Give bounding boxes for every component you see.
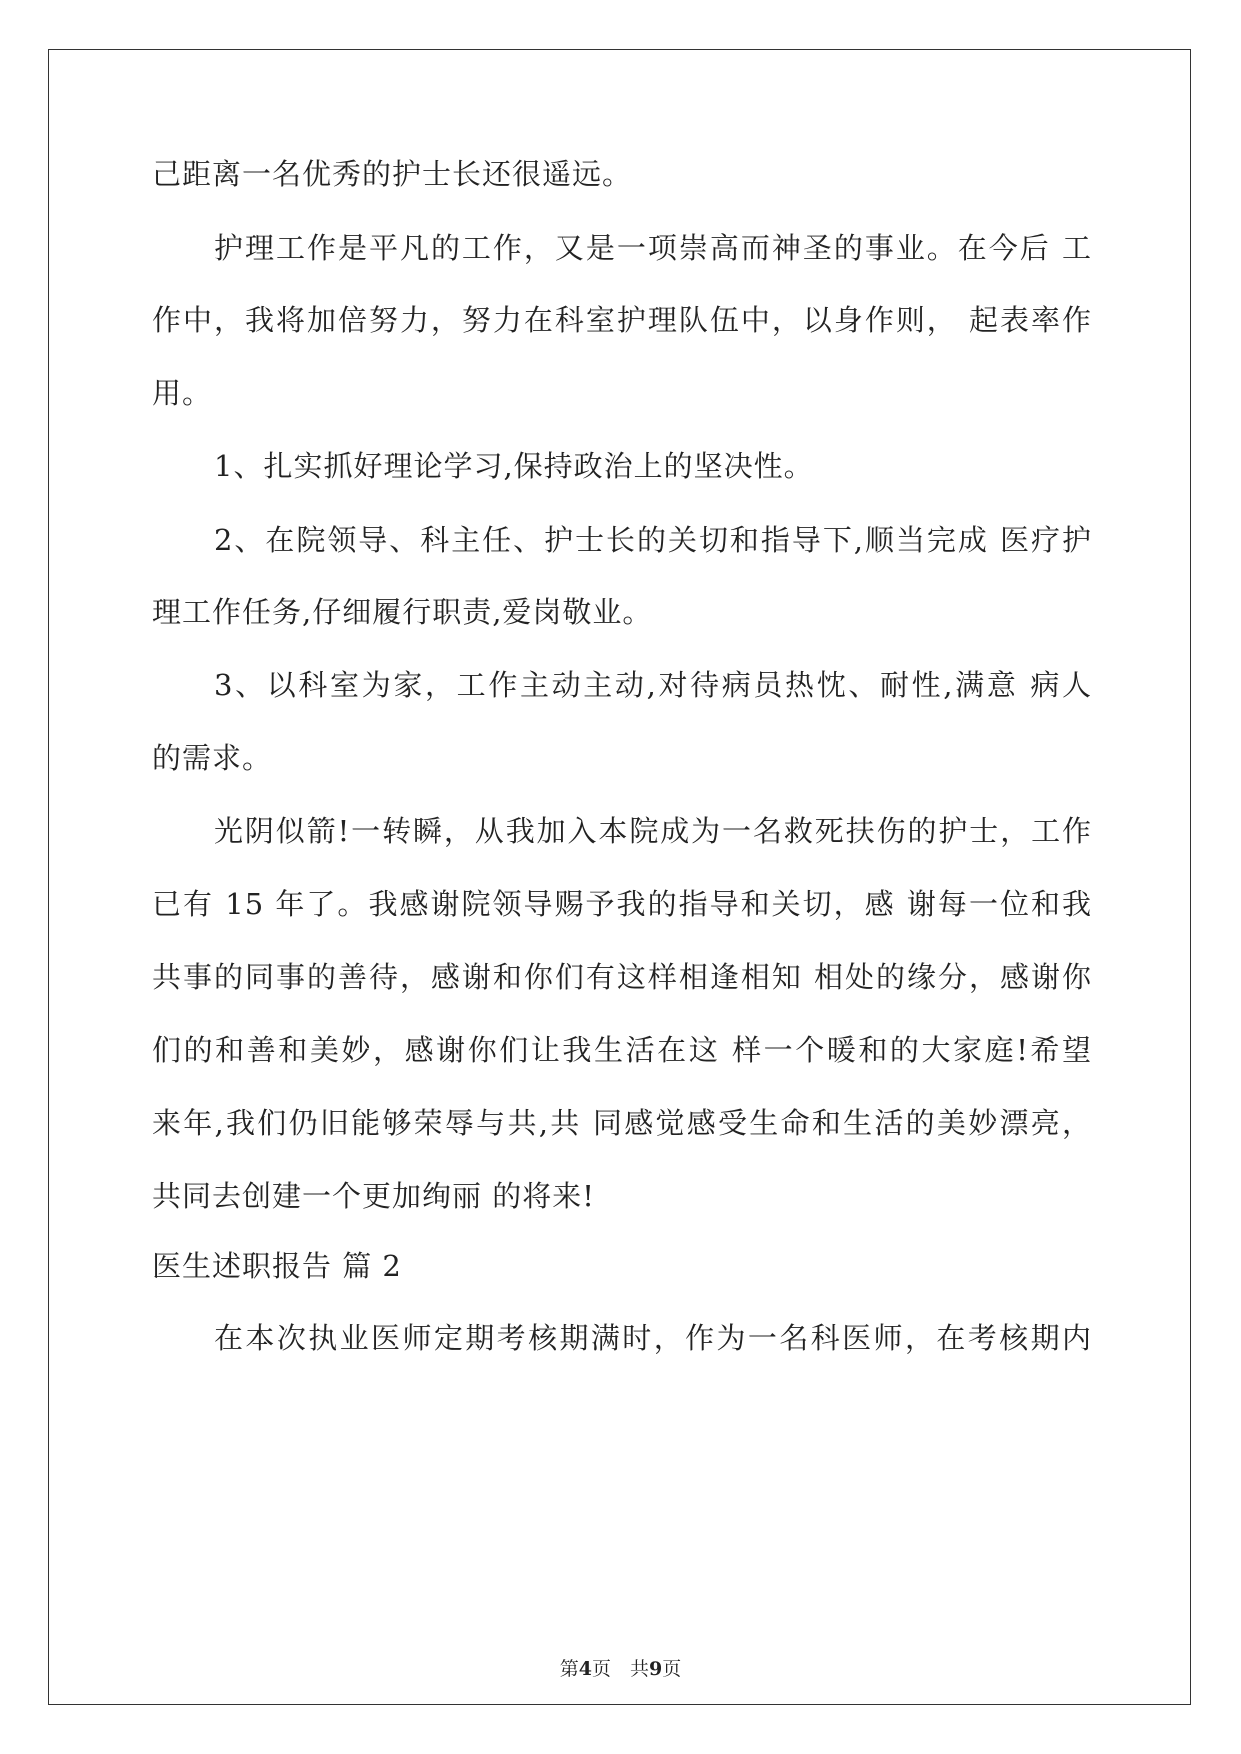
page-mid: 页 共: [591, 1658, 649, 1680]
text-line: 光阴似箭!一转瞬，从我加入本院成为一名救死扶伤的护士，工作: [214, 814, 1092, 848]
text-line: 用。: [152, 376, 213, 410]
text-line: 的需求。: [152, 741, 273, 775]
text-line: 护理工作是平凡的工作，又是一项崇高而神圣的事业。在今后 工: [214, 231, 1092, 265]
page-total-number: 9: [649, 1658, 663, 1680]
page-current-number: 4: [578, 1658, 592, 1680]
page-border: [48, 49, 1191, 1705]
page-prefix: 第: [559, 1658, 579, 1680]
text-line: 已有 15 年了。我感谢院领导赐予我的指导和关切，感 谢每一位和我: [152, 887, 1092, 921]
section-heading: 医生述职报告 篇 2: [152, 1249, 402, 1283]
text-line: 己距离一名优秀的护士长还很遥远。: [152, 157, 633, 191]
text-line: 来年,我们仍旧能够荣辱与共,共 同感觉感受生命和生活的美妙漂亮，: [152, 1106, 1092, 1140]
text-line: 共事的同事的善待，感谢和你们有这样相逢相知 相处的缘分，感谢你: [152, 960, 1092, 994]
text-line: 在本次执业医师定期考核期满时，作为一名科医师，在考核期内: [214, 1321, 1092, 1355]
text-line: 们的和善和美妙，感谢你们让我生活在这 样一个暖和的大家庭!希望: [152, 1033, 1092, 1067]
list-item-3: 3、以科室为家，工作主动主动,对待病员热忱、耐性,满意 病人: [214, 668, 1092, 702]
text-line: 理工作任务,仔细履行职责,爱岗敬业。: [152, 595, 653, 629]
list-item-2: 2、在院领导、科主任、护士长的关切和指导下,顺当完成 医疗护: [214, 523, 1092, 557]
page-footer: [0, 1657, 1241, 1681]
text-line: 作中，我将加倍努力，努力在科室护理队伍中，以身作则， 起表率作: [152, 303, 1092, 337]
list-item-1: 1、扎实抓好理论学习,保持政治上的坚决性。: [214, 449, 814, 483]
text-line: 共同去创建一个更加绚丽 的将来!: [152, 1179, 595, 1213]
page-suffix: 页: [662, 1658, 682, 1680]
